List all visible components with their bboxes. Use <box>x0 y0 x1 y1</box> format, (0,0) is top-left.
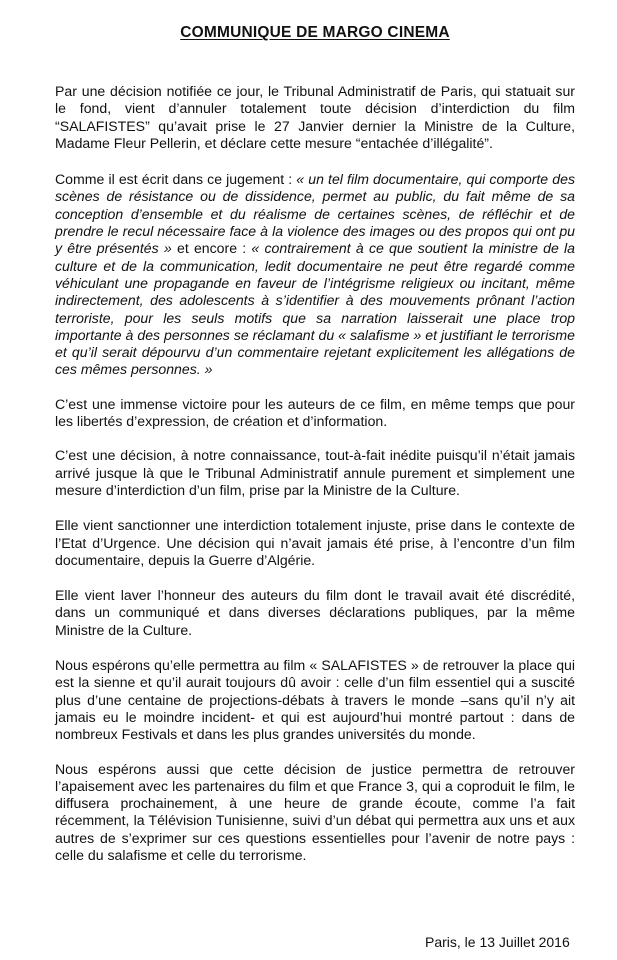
paragraph-unprecedented: C’est une décision, à notre connaissance, tout-à-fait inédite puisqu’il n’était jamais arrivé jusque là que le Tribunal Administratif annule purement et simplement une mesure d’interdiction d’un film, prise par la Ministre de la Culture. <box>55 447 575 498</box>
paragraph-hope-broadcast: Nous espérons aussi que cette décision de justice permettra de retrouver l’apaisement avec les partenaires du film et que France 3, qui a coproduit le film, le diffusera prochainement, à une heure de grande écoute, comme l’a fait récemment, la Télévision Tunisienne, suivi d’un débat qui permettra aux uns et aux autres de s’exprimer sur ces questions essentielles pour l’avenir de notre pays : celle du salafisme et celle du terrorisme. <box>55 760 575 863</box>
paragraph-judgment-quote <box>55 171 575 379</box>
paragraph-state-of-emergency: Elle vient sanctionner une interdiction totalement injuste, prise dans le contexte de l’Etat d’Urgence. Une décision qui n’avait jamais été prise, à l’encontre d’un film documentaire, depuis la Guerre d’Algérie. <box>55 517 575 568</box>
signature-date-line: Paris, le 13 Juillet 2016 <box>425 934 570 950</box>
paragraph-court-decision: Par une décision notifiée ce jour, le Tribunal Administratif de Paris, qui statuait sur le fond, vient d’annuler totalement toute décision d’interdiction du film “SALAFISTES” qu’avait prise le 27 Janvier dernier la Ministre de la Culture, Madame Fleur Pellerin, et déclare cette mesure “entachée d’illégalité”. <box>55 83 575 151</box>
paragraph-hope-screenings: Nous espérons qu’elle permettra au film « SALAFISTES » de retrouver la place qui est la sienne et qu’il aurait toujours dû avoir : celle d’un film essentiel qui a suscité plus d’une centaine de projections-débats à travers le monde –sans qu’il n’y ait jamais eu le moindre incident- et qui est aujourd’hui montré partout : dans de nombreux Festivals et dans les plus grandes universités du monde. <box>55 657 575 743</box>
press-release <box>55 24 575 884</box>
paragraph-victory: C’est une immense victoire pour les auteurs de ce film, en même temps que pour les libertés d’expression, de création et d’information. <box>55 395 575 430</box>
quote-connector: et encore : <box>171 240 252 257</box>
document-title: COMMUNIQUE DE MARGO CINEMA <box>180 24 450 41</box>
paragraph-honour: Elle vient laver l’honneur des auteurs du film dont le travail avait été discrédité, dans un communiqué et dans diverses déclarations publiques, par la même Ministre de la Culture. <box>55 587 575 638</box>
judgment-quote-2: « contrairement à ce que soutient la ministre de la culture et de la communication, ledit documentaire ne peut être regardé comme véhiculant une propagande en faveur de l’intégrisme religieux ou incitant, même indirectement, des adolescents à s’identifier à des mouvements prônant l’action terroriste, pour les seuls motifs que sa narration laisserait une place trop importante à des personnes se réclamant du « salafisme » et justifiant le terrorisme et qu’il serait dépourvu d’un commentaire rejetant explicitement les allégations de ces mêmes personnes. » <box>55 240 576 378</box>
judgment-quote-1: « un tel film documentaire, qui comporte des scènes de résistance ou de dissidence, permet au public, du fait même de sa conception d’ensemble et du réalisme de certaines scènes, de réfléchir et de prendre le recul nécessaire face à la violence des images ou des propos qui ont pu y être présentés » <box>55 171 575 257</box>
quote-intro: Comme il est écrit dans ce jugement : <box>55 171 297 188</box>
